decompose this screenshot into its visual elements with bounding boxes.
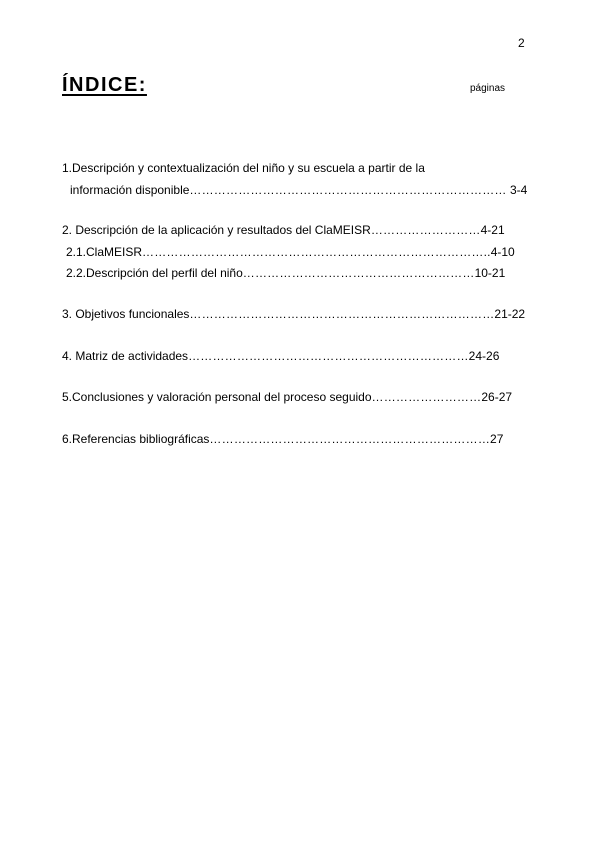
toc-entry-pages: 3-4 bbox=[506, 183, 528, 197]
toc-entry-label: información disponible bbox=[70, 183, 190, 197]
toc-entry-leader: …………………………………………………………………… bbox=[189, 183, 507, 197]
toc-entry-label: 5.Conclusiones y valoración personal del proceso seguido bbox=[62, 390, 372, 404]
toc-entry-label: 4. Matriz de actividades bbox=[62, 349, 189, 363]
toc-subentry bbox=[66, 266, 505, 280]
toc-entry-label: 2.1.ClaMEISR bbox=[66, 245, 143, 259]
toc-entry bbox=[62, 223, 505, 237]
toc-entry-pages: 4-21 bbox=[480, 223, 505, 237]
index-title: ÍNDICE: bbox=[62, 74, 147, 96]
toc-entry-leader: ……………………… bbox=[371, 390, 482, 404]
toc-entry-pages: 26-27 bbox=[481, 390, 513, 404]
page-number: 2 bbox=[518, 36, 525, 50]
toc-entry bbox=[62, 161, 425, 175]
toc-entry bbox=[62, 307, 525, 321]
toc-entry-leader: ………………………………………………………………………….. bbox=[142, 245, 491, 259]
toc-subentry bbox=[66, 245, 515, 259]
toc-entry-label: 2. Descripción de la aplicación y resultados del ClaMEISR bbox=[62, 223, 371, 237]
toc-entry-leader: ………………………………………………… bbox=[242, 266, 475, 280]
toc-entry-leader: ……………………… bbox=[370, 223, 481, 237]
toc-entry-pages: 4-10 bbox=[490, 245, 515, 259]
toc-entry bbox=[62, 390, 512, 404]
toc-entry-pages: 27 bbox=[490, 432, 504, 446]
toc-entry bbox=[62, 349, 499, 363]
pages-column-label: páginas bbox=[470, 83, 506, 94]
toc-entry-label: 6.Referencias bibliográficas bbox=[62, 432, 210, 446]
toc-entry-leader: …………………………………………………………… bbox=[209, 432, 491, 446]
toc-entry bbox=[70, 183, 527, 197]
toc-entry-leader: …………………………………………………………… bbox=[188, 349, 469, 363]
toc-entry-label: 3. Objetivos funcionales bbox=[62, 307, 190, 321]
toc-entry-label: 2.2.Descripción del perfil del niño bbox=[66, 266, 243, 280]
toc-entry-pages: 10-21 bbox=[474, 266, 506, 280]
toc-entry-leader: ………………………………………………………………… bbox=[189, 307, 495, 321]
toc-entry-label: 1.Descripción y contextualización del niño y su escuela a partir de la bbox=[62, 161, 425, 175]
toc-entry bbox=[62, 432, 503, 446]
toc-entry-pages: 24-26 bbox=[468, 349, 500, 363]
toc-entry-pages: 21-22 bbox=[494, 307, 526, 321]
